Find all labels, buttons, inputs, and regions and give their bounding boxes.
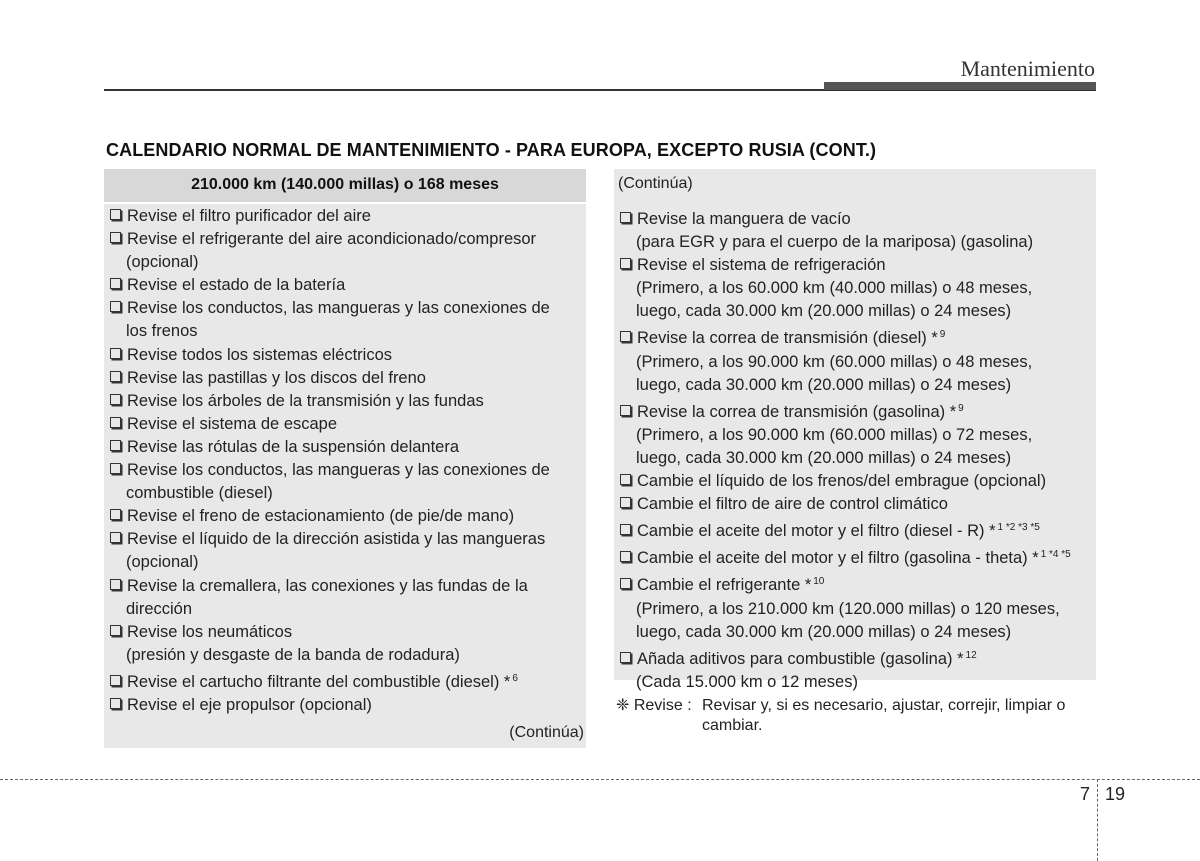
footnote-reference: 1 *4 *5 (1040, 549, 1071, 561)
checkbox-icon (110, 209, 121, 220)
item-text: Revise el sistema de escape (127, 414, 338, 433)
item-text: los frenos (126, 322, 198, 341)
checkbox-icon (110, 394, 121, 405)
checklist-item-text (108, 367, 582, 390)
checklist-item-text (618, 644, 1092, 671)
item-text: Revise los neumáticos (127, 622, 293, 641)
checklist-item (108, 413, 582, 436)
checklist-item (618, 208, 1092, 254)
checklist-item (108, 528, 582, 574)
page-heading: CALENDARIO NORMAL DE MANTENIMIENTO - PARA EUROPA, EXCEPTO RUSIA (CONT.) (106, 140, 877, 160)
checklist-item (618, 397, 1092, 470)
page-number: 19 (1105, 784, 1126, 804)
checkbox-icon (110, 301, 121, 312)
item-text: Revise el refrigerante del aire acondicionado/compresor (127, 230, 537, 249)
checklist-item-text (108, 390, 582, 413)
interval-title: 210.000 km (140.000 millas) o 168 meses (104, 169, 586, 204)
checkbox-icon (620, 258, 631, 269)
left-maintenance-panel (104, 169, 586, 748)
checklist-item-text (618, 570, 1092, 597)
footer-divider (0, 779, 1200, 780)
item-text: (Primero, a los 210.000 km (120.000 millas) o 120 meses, (636, 599, 1060, 618)
checklist-item (108, 344, 582, 367)
checklist-item (108, 367, 582, 390)
item-text: Cambie el filtro de aire de control climático (637, 495, 948, 514)
checklist-item (108, 274, 582, 297)
checkbox-icon (110, 348, 121, 359)
item-text: Revise el estado de la batería (127, 276, 346, 295)
checklist-item-continuation (618, 621, 1092, 644)
checklist-item-text (108, 667, 582, 694)
checklist-item-continuation (108, 644, 582, 667)
checklist-item (108, 297, 582, 343)
checklist-item-text (618, 397, 1092, 424)
item-text: Cambie el líquido de los frenos/del embrague (opcional) (637, 472, 1047, 491)
footnote-reference: 12 (965, 649, 977, 661)
item-text: Revise el filtro purificador del aire (127, 207, 371, 225)
checkbox-icon (110, 579, 121, 590)
footnote-reference: 1 *2 *3 *5 (997, 522, 1040, 534)
checklist-item (108, 459, 582, 505)
top-rule-accent (824, 82, 1096, 90)
item-text: Revise las rótulas de la suspensión delantera (127, 437, 460, 456)
checklist-item-text (618, 493, 1092, 516)
footnote-reference: 9 (958, 402, 964, 414)
checklist-item-text (108, 528, 582, 551)
checklist-item (618, 470, 1092, 493)
checkbox-icon (110, 440, 121, 451)
checklist-item (108, 205, 582, 228)
checkbox-icon (620, 524, 631, 535)
checklist-item (108, 575, 582, 621)
continued-note: (Continúa) (509, 724, 584, 741)
checklist-item-text (108, 575, 582, 598)
checklist-item-continuation (618, 671, 1092, 694)
item-text: (Cada 15.000 km o 12 meses) (636, 672, 858, 691)
checkbox-icon (110, 625, 121, 636)
right-maintenance-panel (614, 169, 1096, 691)
checkbox-icon (110, 232, 121, 243)
checklist-item-text (108, 274, 582, 297)
checklist-item-text (618, 208, 1092, 231)
item-text: Revise el sistema de refrigeración (637, 256, 886, 275)
checklist-item-text (108, 297, 582, 320)
item-text: luego, cada 30.000 km (20.000 millas) o 24 meses) (636, 622, 1012, 641)
footer-vertical-divider (1097, 779, 1098, 861)
checklist-item-continuation (108, 482, 582, 505)
checklist-item-text (108, 694, 582, 717)
footnote-reference: 10 (813, 576, 825, 588)
item-text: Revise los conductos, las mangueras y las conexiones de (127, 461, 550, 480)
checklist-item (108, 390, 582, 413)
checklist-item-continuation (108, 598, 582, 621)
footnote-text: Revisar y, si es necesario, ajustar, correjir, limpiar o cambiar. (702, 697, 1066, 734)
item-text: (opcional) (126, 553, 199, 572)
checklist-item-continuation (618, 231, 1092, 254)
item-text: Añada aditivos para combustible (gasolina) * (637, 649, 964, 668)
section-title: Mantenimiento (960, 56, 1095, 81)
checklist-item-text (618, 516, 1092, 543)
item-text: Revise la correa de transmisión (diesel) * (637, 329, 938, 348)
checklist-item-text (108, 621, 582, 644)
left-checklist (108, 205, 582, 717)
checklist-item-text (618, 323, 1092, 350)
checklist-item (618, 323, 1092, 396)
checkbox-icon (110, 278, 121, 289)
item-text: (Primero, a los 90.000 km (60.000 millas) o 72 meses, (636, 425, 1033, 444)
checklist-item-text (108, 413, 582, 436)
checklist-item (618, 516, 1092, 543)
checklist-item-text (108, 459, 582, 482)
checklist-item-text (108, 344, 582, 367)
item-text: luego, cada 30.000 km (20.000 millas) o 24 meses) (636, 302, 1012, 321)
checklist-item-continuation (618, 300, 1092, 323)
item-text: Revise las pastillas y los discos del freno (127, 368, 426, 387)
item-text: (para EGR y para el cuerpo de la mariposa) (gasolina) (636, 233, 1034, 252)
checklist-item-text (108, 205, 582, 228)
checklist-item-continuation (108, 251, 582, 274)
checkbox-icon (620, 212, 631, 223)
checklist-item (618, 570, 1092, 643)
checklist-item (618, 493, 1092, 516)
checklist-item-continuation (618, 374, 1092, 397)
checklist-item (108, 621, 582, 667)
checkbox-icon (620, 652, 631, 663)
checklist-item-text (618, 543, 1092, 570)
checklist-item (108, 667, 582, 694)
item-text: Revise los árboles de la transmisión y las fundas (127, 391, 484, 410)
checklist-item-text (108, 505, 582, 528)
item-text: luego, cada 30.000 km (20.000 millas) o 24 meses) (636, 375, 1012, 394)
item-text: Revise el cartucho filtrante del combustible (diesel) * (127, 672, 511, 691)
footnote-label: ❈ Revise : (616, 697, 692, 714)
checklist-item (108, 694, 582, 717)
item-text: Cambie el refrigerante * (637, 576, 812, 595)
checklist-item-continuation (618, 424, 1092, 447)
checklist-item (108, 436, 582, 459)
checkbox-icon (620, 474, 631, 485)
checklist-item-continuation (618, 351, 1092, 374)
checkbox-icon (620, 578, 631, 589)
checklist-item (618, 543, 1092, 570)
footnote-reference: 9 (939, 329, 946, 341)
checklist-item-text (618, 254, 1092, 277)
checklist-item-continuation (108, 551, 582, 574)
checklist-item-text (618, 470, 1092, 493)
continued-label: (Continúa) (618, 175, 693, 192)
checklist-item-text (108, 228, 582, 251)
checkbox-icon (110, 371, 121, 382)
item-text: Cambie el aceite del motor y el filtro (gasolina - theta) * (637, 549, 1039, 568)
checkbox-icon (620, 405, 631, 416)
checkbox-icon (110, 463, 121, 474)
item-text: Revise la correa de transmisión (gasolina) * (637, 402, 957, 421)
item-text: (presión y desgaste de la banda de rodadura) (126, 645, 460, 664)
item-text: (Primero, a los 90.000 km (60.000 millas) o 48 meses, (636, 352, 1033, 371)
checklist-item-continuation (618, 598, 1092, 621)
checkbox-icon (110, 509, 121, 520)
footnote-reference: 6 (512, 672, 518, 684)
checkbox-icon (110, 698, 121, 709)
item-text: Revise el líquido de la dirección asistida y las mangueras (127, 530, 546, 549)
checklist-item (618, 644, 1092, 694)
item-text: Revise todos los sistemas eléctricos (127, 345, 393, 364)
right-checklist (618, 208, 1092, 694)
item-text: Revise el eje propulsor (opcional) (127, 695, 372, 714)
checklist-item (108, 505, 582, 528)
item-text: (Primero, a los 60.000 km (40.000 millas) o 48 meses, (636, 279, 1033, 298)
item-text: combustible (diesel) (126, 484, 273, 503)
checklist-item-continuation (618, 277, 1092, 300)
checklist-item (108, 228, 582, 274)
checklist-item-continuation (108, 320, 582, 343)
item-text: Revise la manguera de vacío (637, 210, 851, 228)
item-text: luego, cada 30.000 km (20.000 millas) o 24 meses) (636, 448, 1012, 467)
item-text: (opcional) (126, 253, 199, 272)
item-text: Cambie el aceite del motor y el filtro (diesel - R) * (637, 522, 996, 541)
checkbox-icon (110, 675, 121, 686)
checkbox-icon (110, 417, 121, 428)
checkbox-icon (620, 331, 631, 342)
checkbox-icon (620, 551, 631, 562)
checkbox-icon (110, 532, 121, 543)
item-text: Revise la cremallera, las conexiones y las fundas de la (127, 576, 528, 595)
checkbox-icon (620, 497, 631, 508)
item-text: dirección (126, 599, 193, 618)
chapter-number: 7 (1080, 784, 1091, 804)
checklist-item-continuation (618, 447, 1092, 470)
item-text: Revise el freno de estacionamiento (de pie/de mano) (127, 507, 515, 526)
checklist-item-text (108, 436, 582, 459)
item-text: Revise los conductos, las mangueras y las conexiones de (127, 299, 550, 318)
checklist-item (618, 254, 1092, 323)
